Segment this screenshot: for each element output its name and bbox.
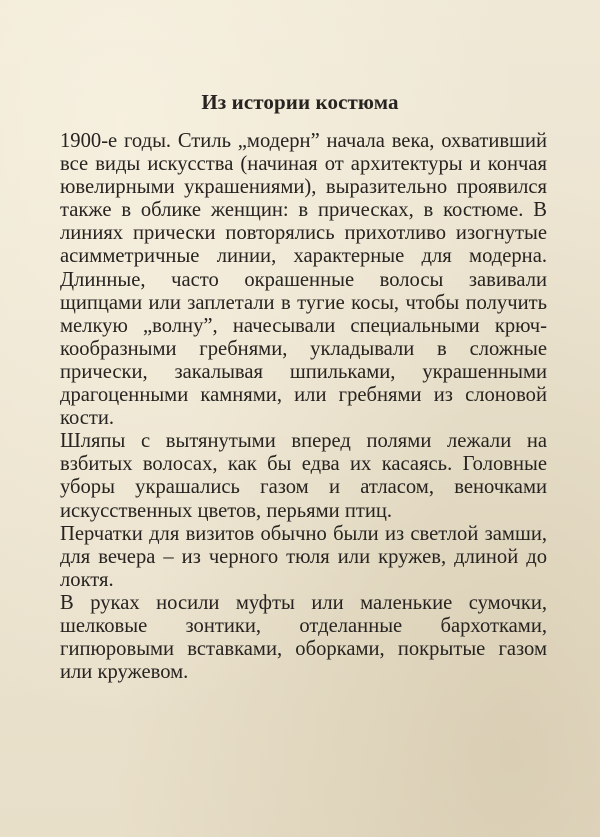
body-text bbox=[60, 130, 547, 684]
paragraph-accessories: В руках носили муфты или маленькие сумочки, шелковые зонтики, отделанные бархотками, гипюровыми вставками, оборками, покрытые газом или кружевом. bbox=[60, 591, 547, 684]
paragraph-gloves: Перчатки для визитов обычно были из светлой замши, для вечера – из черного тюля или кружев, длиной до локтя. bbox=[60, 522, 547, 591]
paragraph-hats: Шляпы с вытянутыми вперед полями лежали на взбитых волосах, как бы едва их касаясь. Головные уборы украшались газом и атласом, веночками искусственных цветов, перьями птиц. bbox=[60, 430, 547, 522]
page-title: Из истории костюма bbox=[201, 90, 399, 114]
paragraph-1900s-style: 1900-е годы. Стиль „модерн” начала века, охвативший все виды искусства (начиная от архитектуры и кончая ювелирными украшениями), выразительно проявился также в облике женщин: в прическах, в костюме. В линиях прически повторялись прихотливо изогнутые асимметричные линии, характерные для модерна. Длинные, часто окрашенные волосы завивали щипцами или заплетали в тугие косы, чтобы получить мелкую „волну”, начесывали специальными крючкообразными гребнями, укладывали в сложные прически, закалывая шпильками, украшенными драгоценными камнями, или гребнями из слоновой кости. bbox=[60, 130, 547, 430]
